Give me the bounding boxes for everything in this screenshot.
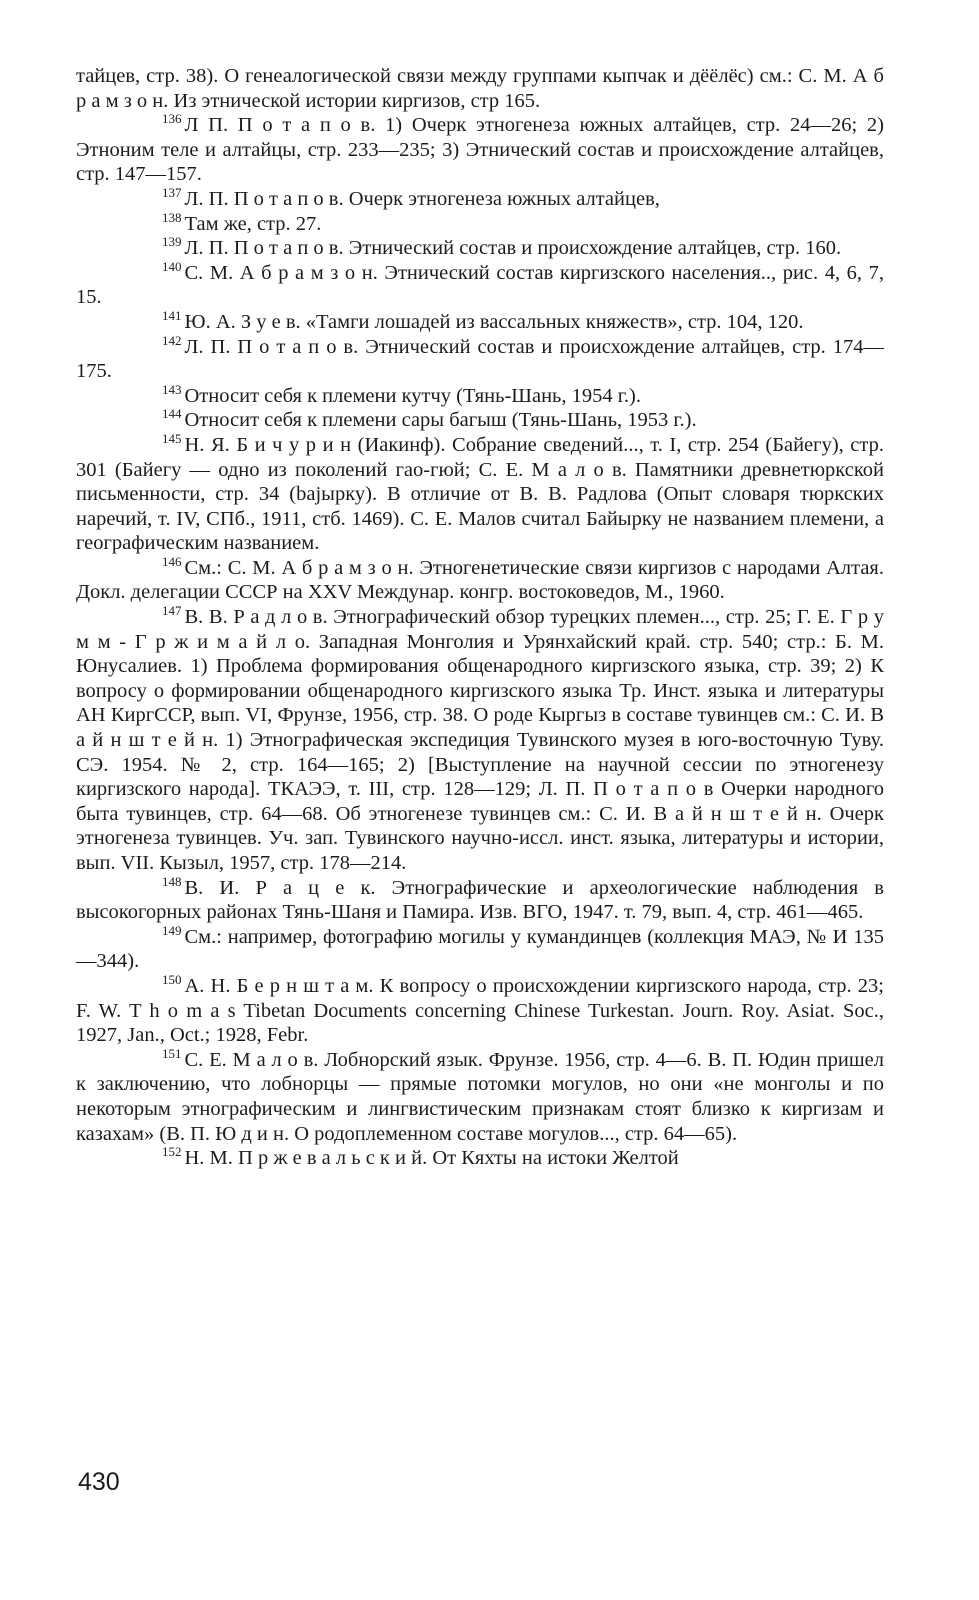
footnote-text: См.: С. М. А б р а м з о н. Этногенетические связи киргизов с народами Алтая. Докл. делегации СССР на XXV Междунар. конгр. востоковедов, М., 1960. <box>76 556 884 604</box>
footnote-text: Относит себя к племени сары багыш (Тянь-Шань, 1953 г.). <box>184 409 697 432</box>
footnote-text: В. В. Р а д л о в. Этнографический обзор турецких племен..., стр. 25; Г. Е. Г р у м м - Г р ж и м а й л о. Западная Монголия и Урянхайский край. стр. 540; стр.: Б. М. Юнусалиев. 1) Проблема формирования общенародного киргизского языка, стр. 39; 2) К вопросу о формировании общенародного киргизского языка Тр. Инст. языка и литературы АН КиргССР, вып. VI, Фрунзе, 1956, стр. 38. О роде Кыргыз в составе тувинцев см.: С. И. В а й н ш т е й н. 1) Этнографическая экспедиция Тувинского музея в юго-восточную Туву. СЭ. 1954. № 2, стр. 164—165; 2) [Выступление на научной сессии по этногенезу киргизского народа]. ТКАЭЭ, т. III, стр. 128—129; Л. П. П о т а п о в Очерки народного быта тувинцев, стр. 64—68. Об этногенезе тувинцев см.: С. И. В а й н ш т е й н. Очерк этногенеза тувинцев. Уч. зап. Тувинского научно-иссл. инст. языка, литературы и истории, вып. VII. Кызыл, 1957, стр. 178—214. <box>76 606 884 874</box>
footnote-text: Ю. А. З у е в. «Тамги лошадей из вассальных княжеств», стр. 104, 120. <box>184 310 804 333</box>
footnote-number: 145 <box>162 431 182 447</box>
footnote-text: Л. П. П о т а п о в. Очерк этногенеза южных алтайцев, <box>184 187 660 210</box>
footnote-143 <box>76 381 884 409</box>
footnote-137 <box>76 187 884 212</box>
footnote-text: Л П. П о т а п о в. 1) Очерк этногенеза южных алтайцев, стр. 24—26; 2) Этноним теле и алтайцы, стр. 233—235; 3) Этнический состав и происхождение алтайцев, стр. 147—157. <box>76 114 884 186</box>
footnote-number: 152 <box>162 1144 182 1160</box>
footnote-number: 136 <box>162 111 182 127</box>
footnote-151 <box>76 1045 884 1146</box>
footnote-continued <box>76 64 884 113</box>
footnote-text: См.: например, фотографию могилы у кумандинцев (коллекция МАЭ, № И 135—344). <box>76 925 884 973</box>
footnote-text: А. Н. Б е р н ш т а м. К вопросу о происхождении киргизского народа, стр. 23; F. W. T h o m a s Tibetan Documents concerning Chinese Turkestan. Journ. Roy. Asiat. Soc., 1927, Jan., Oct.; 1928, Febr. <box>76 974 884 1047</box>
footnote-142 <box>76 332 884 384</box>
footnote-number: 143 <box>162 381 182 397</box>
footnote-148 <box>76 873 884 925</box>
footnote-number: 148 <box>162 873 182 889</box>
footnote-149 <box>76 922 884 974</box>
footnote-number: 150 <box>162 972 182 988</box>
footnote-text: Л. П. П о т а п о в. Этнический состав и происхождение алтайцев, стр. 160. <box>184 237 842 260</box>
page-number: 430 <box>78 1468 120 1496</box>
footnote-text: Там же, стр. 27. <box>184 212 322 235</box>
footnote-text: Н. Я. Б и ч у р и н (Иакинф). Собрание сведений..., т. I, стр. 254 (Байегу), стр. 301 (Байегу — одно из поколений гао-гюй; С. Е. М а л о в. Памятники древнетюркской письменности, стр. 34 (bajырку). В отличие от В. В. Радлова (Опыт словаря тюркских наречий, т. IV, СПб., 1911, стб. 1469). С. Е. Малов считал Байырку не названием племени, а географическим названием. <box>76 433 884 555</box>
footnote-number: 146 <box>162 554 182 570</box>
footnote-145 <box>76 433 884 556</box>
footnote-text: Н. М. П р ж е в а л ь с к и й. От Кяхты на истоки Желтой <box>184 1147 679 1170</box>
footnote-text: С. М. А б р а м з о н. Этнический состав киргизского населения.., рис. 4, 6, 7, 15. <box>76 261 884 309</box>
footnote-number: 137 <box>162 185 182 201</box>
footnote-text: Относит себя к племени кутчу (Тянь-Шань, 1954 г.). <box>184 384 641 407</box>
footnote-number: 139 <box>162 234 182 250</box>
footnote-text: В. И. Р а ц е к. Этнографические и археологические наблюдения в высокогорных районах Тянь-Шаня и Памира. Изв. ВГО, 1947. т. 79, вып. 4, стр. 461—465. <box>76 876 884 924</box>
footnote-146 <box>76 556 884 605</box>
footnote-140 <box>76 258 884 310</box>
footnote-number: 138 <box>162 209 182 225</box>
footnote-number: 142 <box>162 332 182 348</box>
footnote-number: 151 <box>162 1045 182 1061</box>
footnote-138 <box>76 209 884 237</box>
footnote-number: 149 <box>162 922 182 938</box>
footnote-150 <box>76 974 884 1048</box>
footnote-139 <box>76 236 884 261</box>
footnote-number: 141 <box>162 308 182 324</box>
footnote-144 <box>76 408 884 433</box>
footnote-number: 144 <box>162 406 182 422</box>
footnotes-block <box>76 64 884 1171</box>
footnote-text: Л. П. П о т а п о в. Этнический состав и происхождение алтайцев, стр. 174—175. <box>76 335 884 383</box>
footnote-text: тайцев, стр. 38). О генеалогической связи между группами кыпчак и дёёлёс) см.: С. М. А б р а м з о н. Из этнической истории киргизов, стр 165. <box>76 65 884 112</box>
footnote-147 <box>76 605 884 876</box>
footnote-136 <box>76 113 884 187</box>
footnote-text: С. Е. М а л о в. Лобнорский язык. Фрунзе. 1956, стр. 4—6. В. П. Юдин пришел к заключению, что лобнорцы — прямые потомки могулов, но они «не монголы и по некоторым этнографическим и лингвистическим признакам стоят близко к киргизам и казахам» (В. П. Ю д и н. О родоплеменном составе могулов..., стр. 64—65). <box>76 1048 884 1145</box>
footnote-number: 140 <box>162 258 182 274</box>
footnote-152 <box>76 1146 884 1171</box>
footnote-141 <box>76 310 884 335</box>
footnote-number: 147 <box>162 603 182 619</box>
